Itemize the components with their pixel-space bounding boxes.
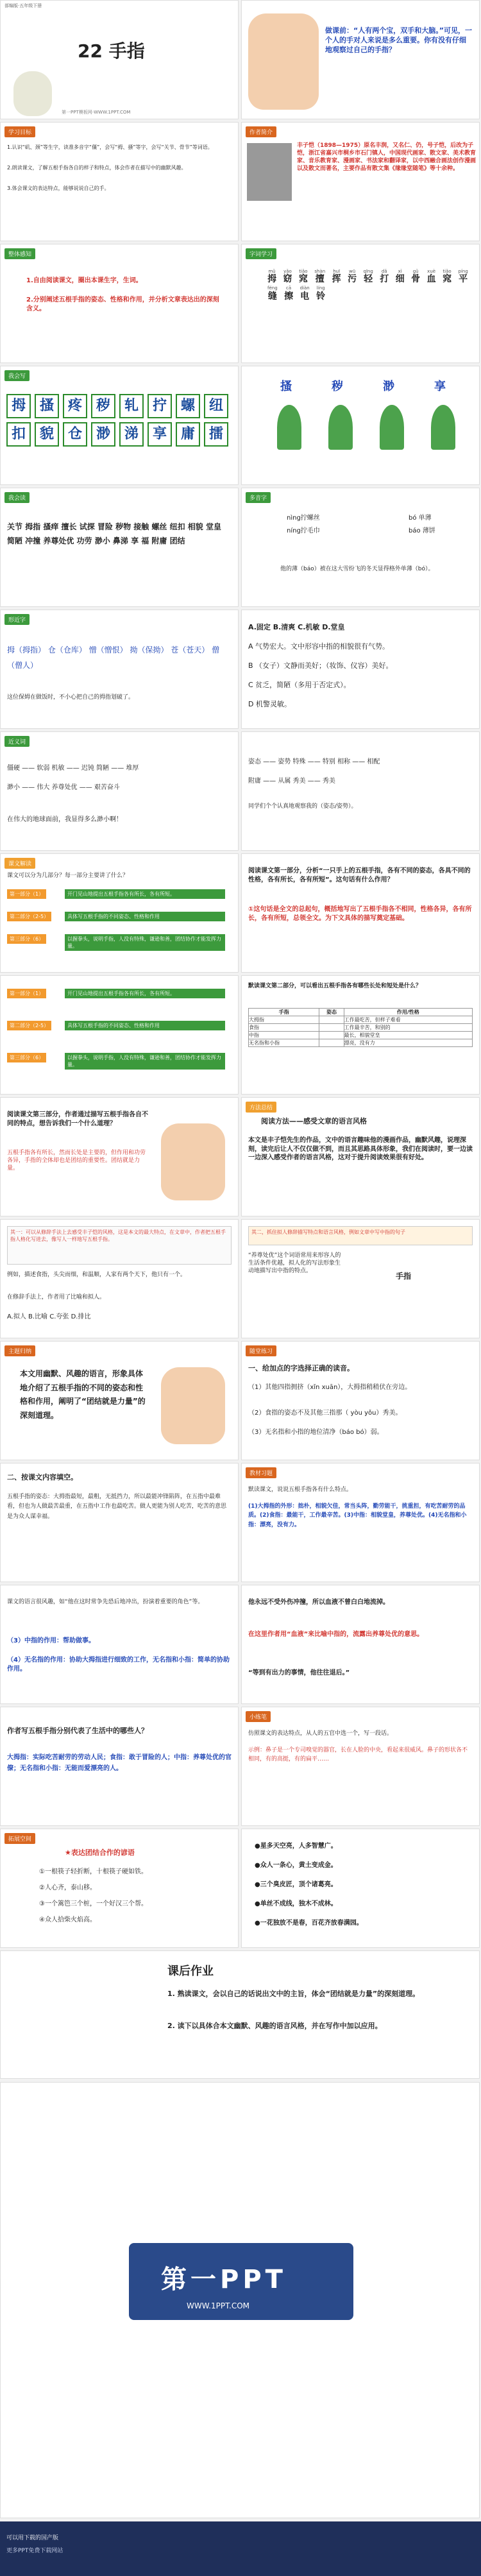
word-item: diàn 电 bbox=[300, 286, 310, 302]
slide-write-chars bbox=[0, 366, 239, 485]
proverb: ●一花独放不是春，百花齐放春满园。 bbox=[255, 1920, 363, 1927]
char-cell: 秽 bbox=[91, 394, 115, 418]
word-item: tiǎo 窕 bbox=[298, 269, 308, 285]
question: 阅读课文第一部分，分析“一只手上的五根手指，各有不同的姿态，各具不同的性格，各有所长，各有所短”。这句话有什么作用？ bbox=[248, 867, 471, 883]
table-row: 无名指和小指 漂亮，没有力 bbox=[249, 1039, 473, 1047]
practice-item: （3）无名指和小指的地位清净（báo bó）弱。 bbox=[248, 1429, 384, 1436]
option-c: C 贫乏，简陋（多用于否定式）。 bbox=[248, 681, 351, 689]
section-tag: 作者简介 bbox=[246, 126, 276, 137]
char-cell: 渺 bbox=[91, 422, 115, 447]
section-tag: 拓展空间 bbox=[4, 1833, 35, 1844]
example: 例如，描述食指，头尖而细，和温顺，人家有两个天下，他只有一个。 bbox=[7, 1272, 187, 1278]
char-cell: 纽 bbox=[204, 394, 228, 418]
slide-antonyms bbox=[241, 731, 480, 851]
slide-people bbox=[0, 1707, 239, 1826]
options: A.拟人 B.比喻 C.夸张 D.排比 bbox=[7, 1313, 91, 1320]
homework-item: 1. 熟读课文，会以自己的话说出文中的主旨，体会“团结就是力量”的深刻道理。 bbox=[167, 1990, 420, 1998]
slide-practice bbox=[241, 1341, 480, 1460]
question: 阅读课文第三部分，作者通过描写五根手指各自不同的特点，想告诉我们一个什么道理？ bbox=[7, 1111, 148, 1127]
section-tag: 方法总结 bbox=[246, 1102, 276, 1113]
part-label: 第二部分（2-5） bbox=[7, 1021, 51, 1030]
slide-language bbox=[241, 1585, 480, 1704]
table-row: 大拇指 工作最吃苦，但样子难看 bbox=[249, 1016, 473, 1024]
fill-title: 二、按课文内容填空。 bbox=[7, 1473, 78, 1481]
example-sentence: 这位保姆在做饭时，不小心把自己的拇指划破了。 bbox=[7, 694, 135, 701]
section-tag: 字词学习 bbox=[246, 248, 276, 259]
section-tag: 学习目标 bbox=[4, 126, 35, 137]
char-cell: 仓 bbox=[63, 422, 87, 447]
part-text: 以握拳头，说明手指，人没有特殊，谦逊和善，团结协作才能发挥力量。 bbox=[65, 934, 225, 951]
slide-fill bbox=[0, 1463, 239, 1582]
char-cell: 貌 bbox=[35, 422, 59, 447]
practice-item: （2）食指的姿态不及其他三指那（ yòu yǒu）秀美。 bbox=[248, 1410, 402, 1417]
author-portrait bbox=[247, 143, 292, 201]
char-cell: 搔 bbox=[35, 394, 59, 418]
method-body: 本文是丰子恺先生的作品，文中的语言趣味他的漫画作品，幽默风趣，说理深刻，读完后让人不仅仅做不到，而且其思路具体形象，我们在阅读时，要一边读一边深入感受作者的语言风格，这对于提升阅读效果很有好处。 bbox=[248, 1137, 473, 1161]
slide-options bbox=[241, 610, 480, 729]
table-row: 中指 最长，相貌堂皇 bbox=[249, 1032, 473, 1039]
task-1: 1.自由阅读课文，圈出本课生字，生词。 bbox=[26, 277, 142, 284]
language-item: 他永远不受外伤冲撞，所以血液不曾白白地流掉。 bbox=[248, 1599, 389, 1606]
options-row: A.固定 B.清爽 C.机敏 D.堂皇 bbox=[248, 623, 345, 631]
char-cell: 庸 bbox=[176, 422, 200, 447]
hand-image bbox=[161, 1123, 225, 1200]
section-tag: 主题归纳 bbox=[4, 1345, 35, 1356]
section-tag: 形近字 bbox=[4, 614, 30, 625]
word-item: xì 细 bbox=[395, 269, 405, 285]
exercise-question: 默读课文，说说五根手指各有什么特点。 bbox=[248, 1487, 353, 1493]
part-text: 开门见山地提出五根手指各有所长，各有所短。 bbox=[65, 889, 225, 899]
extension-title: ★表达团结合作的谚语 bbox=[65, 1848, 135, 1857]
section-tag: 我会写 bbox=[4, 370, 30, 381]
slide-words bbox=[241, 244, 480, 363]
footer-info: 更多PPT免费下载网站 bbox=[6, 2548, 63, 2554]
task-2: 2.分别阐述五根手指的姿态、性格和作用，并分析文章表达出的深刻含义。 bbox=[26, 296, 219, 312]
part-text: 具体写五根手指的不同姿态、性格和作用 bbox=[65, 912, 225, 921]
part-text: 开门见山地提出五根手指各有所长，各有所短。 bbox=[65, 989, 225, 998]
section-tag: 教材习题 bbox=[246, 1467, 276, 1478]
char-pairs: 拇（拇指） 仓（仓库） 憎（憎恨） 拗（保拗） 苍（苍天） 僧（僧人） bbox=[7, 645, 220, 670]
part-label: 第三部分（6） bbox=[7, 934, 46, 944]
word-item: xuè 血 bbox=[426, 269, 436, 285]
slide-personification bbox=[241, 1219, 480, 1338]
slide-goals bbox=[0, 122, 239, 241]
question: 默读课文第二部分，可以看出五根手指各有哪些长处和短处是什么？ bbox=[248, 983, 422, 989]
char-cell: 擂 bbox=[204, 422, 228, 447]
practice-title: 一、给加点的字选择正确的读音。 bbox=[248, 1364, 354, 1372]
word-item: mǔ 拇 bbox=[267, 269, 276, 285]
plant-word: 渺 bbox=[383, 380, 394, 393]
section-tag: 课文解读 bbox=[4, 858, 35, 869]
brand-logo: 第一PPT bbox=[161, 2265, 287, 2294]
fill-body: 五根手指的姿态：大拇指最短，最粗，无抵挡力，所以最能冲锋陷阵，在五指中最难看，但也为人做最苦最重，在五指中工作也最吃苦。做人更能为别人吃苦，吃苦的意思是为众人谋幸福。 bbox=[7, 1494, 227, 1520]
polyphone-3: bó 单薄 bbox=[409, 515, 432, 522]
proverb: ●单丝不成线，独木不成林。 bbox=[255, 1900, 337, 1907]
slide-author bbox=[241, 122, 480, 241]
word-item: dǎ 打 bbox=[380, 269, 389, 285]
char-cell: 轧 bbox=[119, 394, 144, 418]
slide-method bbox=[241, 1097, 480, 1216]
char-cell: 疼 bbox=[63, 394, 87, 418]
proverb: ④众人拾柴火焰高。 bbox=[39, 1916, 96, 1923]
question: 作者写五根手指分别代表了生活中的哪些人？ bbox=[7, 1727, 148, 1735]
table-row: 食指 工作最辛苦，和别的 bbox=[249, 1024, 473, 1032]
footer-bar bbox=[0, 2521, 481, 2576]
option-a: A 气势宏大。文中形容中指的相貌很有气势。 bbox=[248, 642, 390, 651]
question: 课文可以分为几部分？每一部分主要讲了什么？ bbox=[7, 873, 129, 879]
slide-parts bbox=[0, 975, 239, 1095]
roles-item: （3）中指的作用：帮助做事。 bbox=[7, 1637, 95, 1644]
word-item: féng 缝 bbox=[267, 286, 278, 302]
char-cell: 涕 bbox=[119, 422, 144, 447]
goal-1: 1.认识“矶、颈”等生字，读准多音字“僵”，会写“拇、搔”等字，会写“关节、骨节”等词语。 bbox=[7, 144, 213, 150]
writing-task: 仿照课文的表达特点，从人的五官中选一个，写一段话。 bbox=[248, 1730, 393, 1737]
word-item: gǔ 骨 bbox=[411, 269, 421, 285]
option-b: B （女子）文静而美好；（妆饰、仪容）美好。 bbox=[248, 661, 393, 670]
example-sentence: 在伟大的地球面前，我显得多么渺小啊！ bbox=[7, 816, 122, 823]
section-tag: 随堂练习 bbox=[246, 1345, 276, 1356]
word-list: 关节 拇指 搔痒 擅长 试探 冒险 秽物 接触 螺丝 纽扣 相貌 堂皇 简陋 冲撞 养尊处优 功劳 渺小 鼻涕 享 福 附庸 团结 bbox=[7, 522, 221, 545]
plant-icon bbox=[277, 405, 301, 450]
plant-icon bbox=[328, 405, 353, 450]
exercise-answer: (1)大拇指的外形：拙朴，相貌欠佳，常当头阵，勤劳能干，挑重担，有吃苦耐劳的品质。(2)食指：最能干，工作最辛苦。(3)中指：相貌堂皇，养尊处优。(4)无名指和小指：漂亮，没有力。 bbox=[248, 1503, 467, 1528]
proverb: ●众人一条心，黄土变成金。 bbox=[255, 1862, 337, 1869]
char-cell: 拧 bbox=[148, 394, 172, 418]
slide-similar-chars bbox=[0, 610, 239, 729]
slide-read-words bbox=[0, 488, 239, 607]
section-tag: 我会读 bbox=[4, 492, 30, 503]
homework-item: 2. 读下以具体合本文幽默、风趣的语言风格，并在写作中加以应用。 bbox=[167, 2022, 382, 2030]
intro-quote: 做课前：“人有两个宝，双手和大脑。”可见，一个人的手对人来说是多么重要。你有没有仔细地观察过自己的手指？ bbox=[325, 26, 472, 54]
writing-example: 示例：鼻子是一个专司嗅觉的器官，长在人脸的中央，看起来很威风。鼻子的形状各不相同，有的高挺，有的扁平…… bbox=[248, 1747, 468, 1763]
part-text: 以握拳头，说明手指，人没有特殊，谦逊和善，团结协作才能发挥力量。 bbox=[65, 1053, 225, 1070]
proverb: ②人心齐，泰山移。 bbox=[39, 1884, 96, 1891]
part-label: 第三部分（6） bbox=[7, 1053, 46, 1062]
polyphone-2: níng拧毛巾 bbox=[287, 527, 320, 534]
part-label: 第一部分（1） bbox=[7, 889, 46, 899]
brand-url: WWW.1PPT.COM bbox=[187, 2301, 250, 2310]
slide-homework bbox=[0, 1950, 480, 2079]
finger-table: 手指 姿态 作用/性格 大拇指 工作最吃苦，但样子难看 食指 工作最辛苦，和别的 中指 最长，相貌堂皇 无名指和小指 漂亮，没有力 bbox=[248, 1008, 473, 1047]
goal-3: 3.体会课文的表达特点，能够说说自己的手。 bbox=[7, 185, 110, 191]
part-label: 第一部分（1） bbox=[7, 989, 46, 998]
method-heading: 阅读方法——感受文章的语言风格 bbox=[261, 1117, 367, 1125]
hand-image bbox=[161, 1367, 225, 1444]
goal-2: 2.朗读课文，了解五根手指各自的样子和特点，体会作者在描写中的幽默风趣。 bbox=[7, 165, 187, 171]
mindmap-center: 手指 bbox=[396, 1272, 412, 1281]
part-label: 第二部分（2-5） bbox=[7, 912, 51, 921]
proverb: ③一个篱笆三个桩，一个好汉三个帮。 bbox=[39, 1900, 148, 1907]
slide-rhetoric bbox=[0, 1219, 239, 1338]
word-item: líng 铃 bbox=[316, 286, 326, 302]
word-item: shàn 擅 bbox=[314, 269, 326, 285]
slide-analysis bbox=[0, 853, 239, 973]
plant-icon bbox=[380, 405, 404, 450]
answer: 五根手指各有所长，然而长处是主要的，但作用和功劳各异，手指的全体却也是团结的重要性。团结就是力量。 bbox=[7, 1150, 146, 1172]
polyphone-4: báo 薄饼 bbox=[409, 527, 435, 534]
roles-text: 课文的语言很风趣，如“他在这时常争先恐后地冲出，扮演着重要的角色”等。 bbox=[7, 1599, 204, 1605]
pair-line-2: 附庸 —— 从属 秀美 —— 秀美 bbox=[248, 778, 335, 785]
char-cell: 螺 bbox=[176, 394, 200, 418]
note: 在修辞手法上，作者用了比喻和拟人。 bbox=[7, 1294, 106, 1301]
slide-writing bbox=[241, 1707, 480, 1826]
word-item: tiǎo 窕 bbox=[443, 269, 452, 285]
section-tag: 近义词 bbox=[4, 736, 30, 747]
char-cell: 拇 bbox=[6, 394, 31, 418]
slide-theme bbox=[0, 1341, 239, 1460]
hand-photo bbox=[248, 13, 319, 110]
slide-finger-roles bbox=[0, 1585, 239, 1704]
char-cell: 扣 bbox=[6, 422, 31, 447]
pair-line-1: 姿态 —— 姿势 特殊 —— 特别 相称 —— 相配 bbox=[248, 758, 380, 765]
plant-word: 搔 bbox=[280, 380, 292, 393]
slide-question-2 bbox=[0, 1097, 239, 1216]
slide-overview bbox=[0, 244, 239, 363]
hint-box: 其二，抓住拟人修辞描写特点和语言风格，例如文章中写中指的句子 bbox=[248, 1226, 473, 1245]
answer: ①这句话是全文的总起句，概括地写出了五根手指各不相同，性格各异，各有所长，各有所短，总领全文。为下文具体的描写奠定基础。 bbox=[248, 906, 472, 922]
proverb: ①一根筷子轻折断，十根筷子硬如铁。 bbox=[39, 1868, 148, 1875]
plant-word: 享 bbox=[434, 380, 446, 393]
word-item: yǎo 窈 bbox=[283, 269, 292, 285]
char-grid bbox=[4, 392, 235, 448]
word-item: huī 挥 bbox=[332, 269, 341, 285]
book-label: 部编版·五年级下册 bbox=[4, 3, 42, 8]
slide-polyphone bbox=[241, 488, 480, 607]
plant-word: 秽 bbox=[332, 380, 343, 393]
section-tag: 整体感知 bbox=[4, 248, 35, 259]
slide-proverbs bbox=[241, 1829, 480, 1948]
theme-text: 本文用幽默、风趣的语言，形象具体地介绍了五根手指的不同的姿态和性格和作用，阐明了“团结就是力量”的深刻道理。 bbox=[20, 1369, 146, 1420]
slide-intro-quote bbox=[241, 0, 480, 119]
practice-item: （1）其他四指拥挤（xǐn xuān），大拇指稍稍伏在旁边。 bbox=[248, 1384, 412, 1391]
language-item: “等到有出力的事情，他往往退后。” bbox=[248, 1669, 350, 1676]
char-cell: 享 bbox=[148, 422, 172, 447]
answer: 大拇指：实际吃苦耐劳的劳动人民；食指：敢于冒险的人；中指：养尊处优的官僚；无名指和小指：无能而爱漂亮的人。 bbox=[7, 1754, 232, 1772]
answer: “养尊处优”这个词语常用来形容人的生活条件优越，拟人化的写法形象生动地描写出中指的特点。 bbox=[248, 1252, 341, 1275]
slide-extension bbox=[0, 1829, 239, 1948]
slide-question-1 bbox=[241, 853, 480, 973]
slide-plants bbox=[241, 366, 480, 485]
section-tag: 小练笔 bbox=[246, 1711, 271, 1722]
proverb: ●三个臭皮匠，顶个诸葛亮。 bbox=[255, 1881, 337, 1888]
homework-title: 课后作业 bbox=[167, 1965, 214, 1978]
example-sentence: 同学们个个认真地观察我的（姿态/姿势）。 bbox=[248, 803, 357, 810]
hand-image bbox=[13, 71, 52, 116]
polyphone-1: nìng拧螺丝 bbox=[287, 515, 320, 522]
footer-text: 第一PPT模板网-WWW.1PPT.COM bbox=[62, 110, 131, 115]
word-item: wū 污 bbox=[348, 269, 357, 285]
roles-item: （4）无名指的作用：协助大拇指进行细致的工作，无名指和小指：简单的协助作用。 bbox=[7, 1657, 230, 1673]
word-item: qīng 轻 bbox=[363, 269, 373, 285]
slide-synonyms bbox=[0, 731, 239, 851]
proverb: ●星多天空亮，人多智慧广。 bbox=[255, 1843, 337, 1850]
language-item: 在这里作者用“血液”来比喻中指的，流露出养尊处优的意思。 bbox=[248, 1631, 424, 1638]
synonym-line-2: 渺小 —— 伟大 养尊处优 —— 艰苦奋斗 bbox=[7, 784, 120, 791]
example-sentence: 他的薄（báo）被在这大雪纷飞的冬天显得格外单薄（bó）。 bbox=[280, 566, 434, 572]
word-row bbox=[267, 269, 473, 303]
section-tag: 多音字 bbox=[246, 492, 271, 503]
slide-table bbox=[241, 975, 480, 1095]
part-text: 具体写五根手指的不同姿态、性格和作用 bbox=[65, 1021, 225, 1030]
footer-note: 可以用下载的国产版 bbox=[6, 2535, 59, 2541]
word-item: cā 擦 bbox=[284, 286, 294, 302]
plant-icon bbox=[431, 405, 455, 450]
synonym-line-1: 僵硬 —— 软弱 机敏 —— 迟钝 简陋 —— 堆厚 bbox=[7, 765, 139, 772]
slide-exercise bbox=[241, 1463, 480, 1582]
slide-end bbox=[0, 2082, 480, 2518]
author-bio: 丰子恺（1898—1975）原名丰润，又名仁、仍，号子恺，后改为子恺，浙江省嘉兴市桐乡市石门镇人，中国现代画家、散文家、美术教育家、音乐教育家、漫画家、书法家和翻译家，以中西融合画法创作漫画以及散文而著名，主要作品有散文集《缘缘堂随笔》等十余种。 bbox=[297, 142, 477, 173]
word-item: píng 平 bbox=[458, 269, 468, 285]
page-title: 22 手指 bbox=[78, 40, 145, 62]
slide-title bbox=[0, 0, 239, 119]
option-d: D 机警灵敏。 bbox=[248, 700, 291, 708]
rhetoric-box: 其一：可以从修辞手法上去感受丰子恺的风格，这是本文的最大特点，在文章中，作者把五根手指人格化写进去，像写人一样地写五根手指。 bbox=[7, 1226, 232, 1265]
